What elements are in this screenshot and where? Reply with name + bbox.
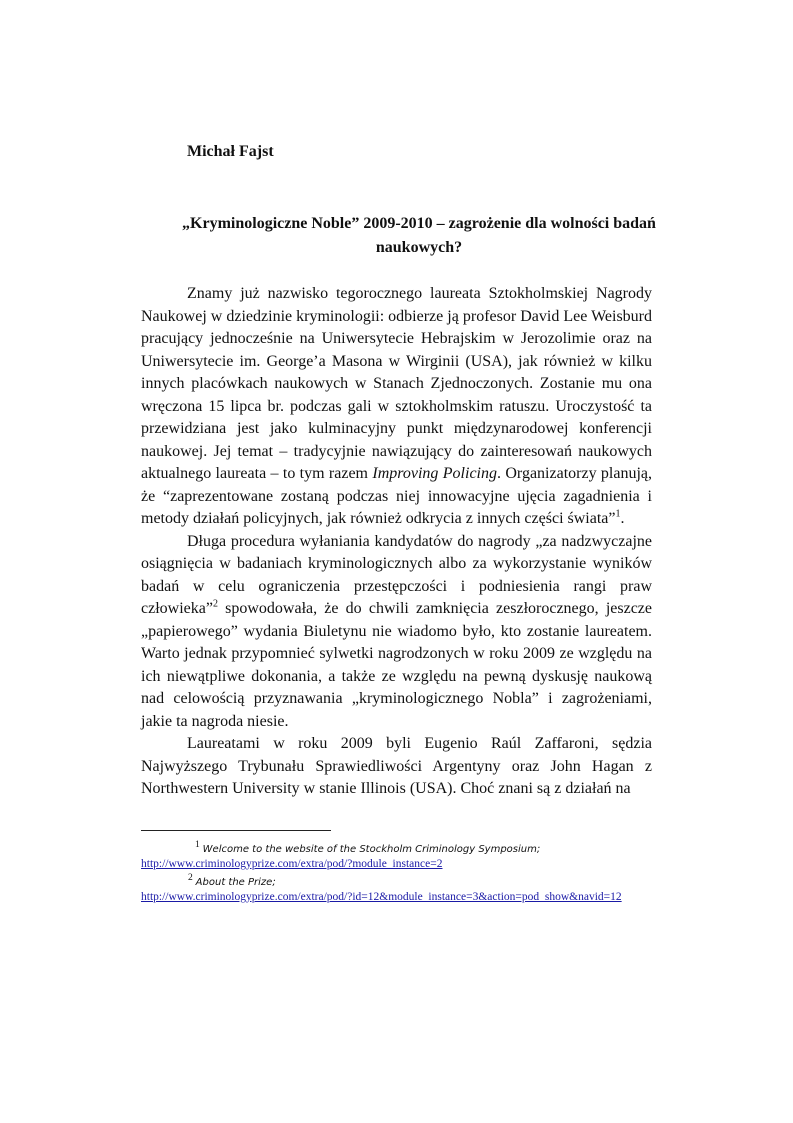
footnote-separator — [141, 830, 331, 831]
footnote-2-number: 2 — [188, 871, 193, 883]
footnote-ref-1[interactable]: 1 — [615, 508, 621, 520]
footnote-1 — [141, 838, 661, 857]
paragraph-2-text-a: Długa procedura wyłaniania kandydatów do nagrody „za nadzwyczajne osiągnięcia w badaniach kryminologicznych albo za wykorzystanie wyników badań w celu ograniczenia przestępczości i podniesienia rangi praw człowieka” — [141, 532, 652, 617]
footnote-2-description: About the Prize; — [195, 876, 276, 888]
footnote-1-url-line — [141, 857, 661, 871]
footnote-ref-2[interactable]: 2 — [212, 598, 218, 610]
footnotes — [141, 838, 661, 904]
paragraph-1-text-b: . Organizatorzy planują, że “zaprezentowane zostaną podczas niej innowacyjne ujęcia zagadnienia i metody działań policyjnych, jak również odkrycia z innych części świata” — [141, 465, 653, 527]
footnote-2-url-line — [141, 890, 661, 904]
footnote-1-link[interactable]: http://www.criminologyprize.com/extra/pod/?module_instance=2 — [141, 857, 443, 870]
footnote-1-number: 1 — [195, 839, 200, 850]
paragraph-1-text-c: . — [620, 510, 625, 527]
paragraph-1-text-a: Znamy już nazwisko tegorocznego laureata Sztokholmskiej Nagrody Naukowej w dziedzinie kryminologii: odbierze ją profesor David Lee Weisburd pracujący jednocześnie na Uniwersytecie Hebrajskim w Jerozolimie oraz na Uniwersytecie im. George’a Masona w Wirginii (USA), jak również w kilku innych placówkach naukowych w Stanach Zjednoczonych. Zostanie mu ona wręczona 15 lipca br. podczas gali w sztokholmskim ratuszu. Uroczystość ta przewidziana jest jako kulminacyjny punkt międzynarodowej konferencji naukowej. Jej temat – tradycyjnie nawiązujący do zainteresowań naukowych aktualnego laureata – to tym razem — [141, 285, 652, 482]
article-title: „Kryminologiczne Noble” 2009-2010 – zagrożenie dla wolności badań naukowych? — [182, 215, 656, 256]
footnote-2 — [141, 871, 661, 890]
footnote-1-description: Welcome to the website of the Stockholm Criminology Symposium; — [202, 843, 541, 855]
footnote-2-link[interactable]: http://www.criminologyprize.com/extra/pod/?id=12&module_instance=3&action=pod_show&navid=12 — [141, 890, 622, 903]
conference-topic: Improving Policing — [372, 465, 497, 482]
paragraph-3: Laureatami w roku 2009 byli Eugenio Raúl Zaffaroni, sędzia Najwyższego Trybunału Sprawiedliwości Argentyny oraz John Hagan z Northwestern University w stanie Illinois (USA). Choć znani są z działań na — [141, 735, 652, 797]
author-name: Michał Fajst — [187, 143, 274, 160]
paragraph-2-text-b: spowodowała, że do chwili zamknięcia zeszłorocznego, jeszcze „papierowego” wydania Biuletynu nie wiadomo było, kto zostanie laureatem. Warto jednak przypomnieć sylwetki nagrodzonych w roku 2009 ze względu na ich niewątpliwe dokonania, a także ze względu na pewną dyskusję naukową nad celowością przyznawania „kryminologicznego Nobla” i zagrożeniami, jakie ta nagroda niesie. — [141, 600, 652, 730]
paragraph-1 — [141, 283, 652, 531]
article-body — [141, 283, 652, 801]
paragraph-2 — [141, 531, 652, 734]
